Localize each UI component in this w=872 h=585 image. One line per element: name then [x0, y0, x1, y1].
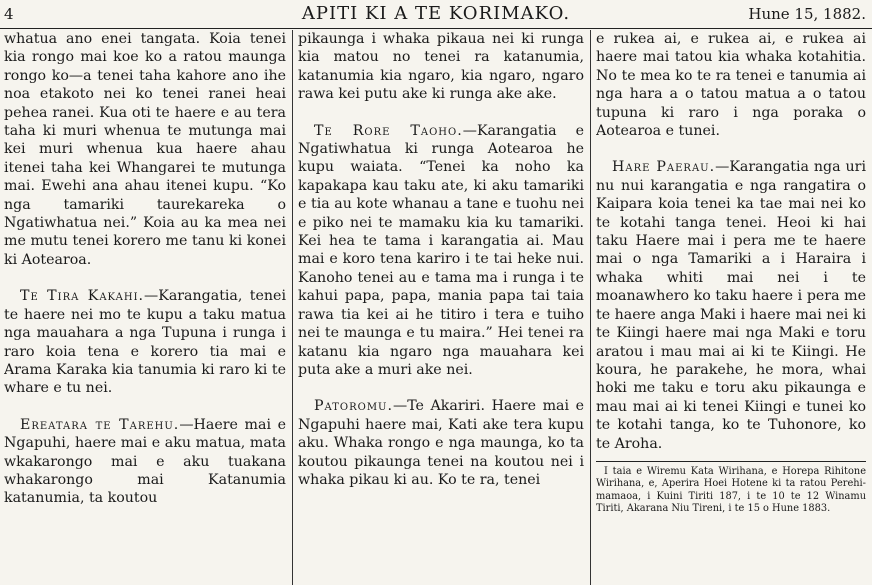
- column-rule-1: [292, 30, 293, 585]
- speech-paragraph: [596, 158, 866, 453]
- imprint-rule: [596, 461, 866, 462]
- speaker-heading: Te Tira Kakahi.: [20, 288, 145, 305]
- column-1: [4, 30, 286, 585]
- speech-paragraph: [298, 122, 584, 380]
- speech-paragraph: [298, 397, 584, 489]
- speech-text: —Karangatia nga uri nu nui karangatia e nga rangatira o Kaipara koia tenei ka tae mai nei ko te kotahi tanga tenei. Heoi ki hai taku Haere mai i pera me te haere mai o nga Tamariki a i Haraira i whaka whiti mai nei i te moanawhero ko taku haere i pera me te haere anga Maki i haere mai nei ki te Kiingi haere mai nga Maki e toru aratou i mau mai ai ki te Kiingi. He koura, he parakehe, he mora, whai hoki me taku e toru aku pikaunga e mau mai ai ki tenei Kiingi e tunei ko te kotahi tanga, ko te Tuhonore, ko te Aroha.: [596, 159, 866, 452]
- column-3: [596, 30, 866, 585]
- speaker-heading: Hare Paerau.: [612, 159, 716, 176]
- speaker-heading: Te Rore Taoho.: [314, 122, 463, 139]
- article-continued: pikaunga i whaka pikaua nei ki runga kia matou no tenei ra katanumia, katanumia kia ngaro, kia ngaro, ngaro rawa kei putu ake ki runga ake ake.: [298, 31, 584, 103]
- article-continued: e rukea ai, e rukea ai, e rukea ai haere mai tatou kia whaka kotahitia. No te mea ko te ra tenei e tanumia ai nga hara a o tatou matua a o tatou tupuna ki raro i nga poraka o Aotearoa e tunei.: [596, 31, 866, 140]
- article-continued: whatua ano enei tangata. Koia tenei kia rongo mai koe ko a ratou maunga rongo ko—a tenei taha kahore ano ihe noa etakoto nei ko tenei ranei heai pehea ranei. Kua oti te haere e au tera taha ki muri whenua te mutunga mai kei muri whenua kua haere ahau itenei taha kei Whangarei te mutunga mai. Ewehi ana ahau itenei kupu. “Ko nga tamariki taurekareka o Ngatiwhatua nei.” Koia au ka mea nei me mutu tenei korero me tanu ki konei ki Aotearoa.: [4, 31, 286, 268]
- speech-paragraph: [4, 287, 286, 397]
- column-2: [298, 30, 584, 585]
- speech-text: —Karangatia e Ngatiwhatua ki runga Aotearoa he kupu waiata. “Tenei ka noho ka kapakapa kau taku ate, ki aku tamariki e tia au kote whanau a tane e tuohu nei e piko nei te mamaku kia ku tamariki. Kei hea te tama i karangatia ai. Mau mai e koro tena kariro i te tai heke nui. Kanoho tenei au e tama ma i runga i te kahui papa, papa, mania papa tai taia rawa tia kei ai he titiro i tera e tuiho nei te maunga e tu maira.” Hei tenei ra katanu kia ngaro nga mauahara kei puta ake a muri ake nei.: [298, 122, 584, 378]
- speech-paragraph: [4, 416, 286, 508]
- newspaper-title: APITI KI A TE KORIMAKO.: [301, 3, 571, 24]
- speech-text: —Haere mai e Ngapuhi, haere mai e aku matua, mata wkakarongo mai e aku tuakana whakarongo mai Katanumia katanumia, ta koutou: [4, 416, 286, 507]
- printer-imprint: I taia e Wiremu Kata Wirihana, e Horepa Rihitone Wirihana, e, Aperira Hoei Hotene ki ta ratou Perehi-mamaoa, i Kuini Tiriti 187, i te 10 te 12 Winamu Tiriti, Akarana Niu Tireni, i te 15 o Hune 1883.: [596, 465, 866, 515]
- masthead: [0, 0, 872, 29]
- speech-text: —Karangatia, tenei te haere nei mo te kupu a taku matua nga mauahara a nga Tupuna i runga i raro koia tena e korero tia mai e Arama Karaka kia tanumia ki raro ki te whare e tu nei.: [4, 288, 286, 397]
- column-rule-2: [590, 30, 591, 585]
- speech-text: —Te Akariri. Haere mai e Ngapuhi haere mai, Kati ake tera kupu aku. Whaka rongo e nga maunga, ko ta koutou pikaunga tenei na koutou nei i whaka pikau ki au. Ko te ra, tenei: [298, 398, 584, 488]
- page-number: 4: [4, 5, 14, 23]
- speaker-heading: Ereatara te Tarehu.: [20, 416, 180, 433]
- speaker-heading: Patoromu.: [314, 398, 393, 415]
- issue-date: Hune 15, 1882.: [748, 5, 866, 23]
